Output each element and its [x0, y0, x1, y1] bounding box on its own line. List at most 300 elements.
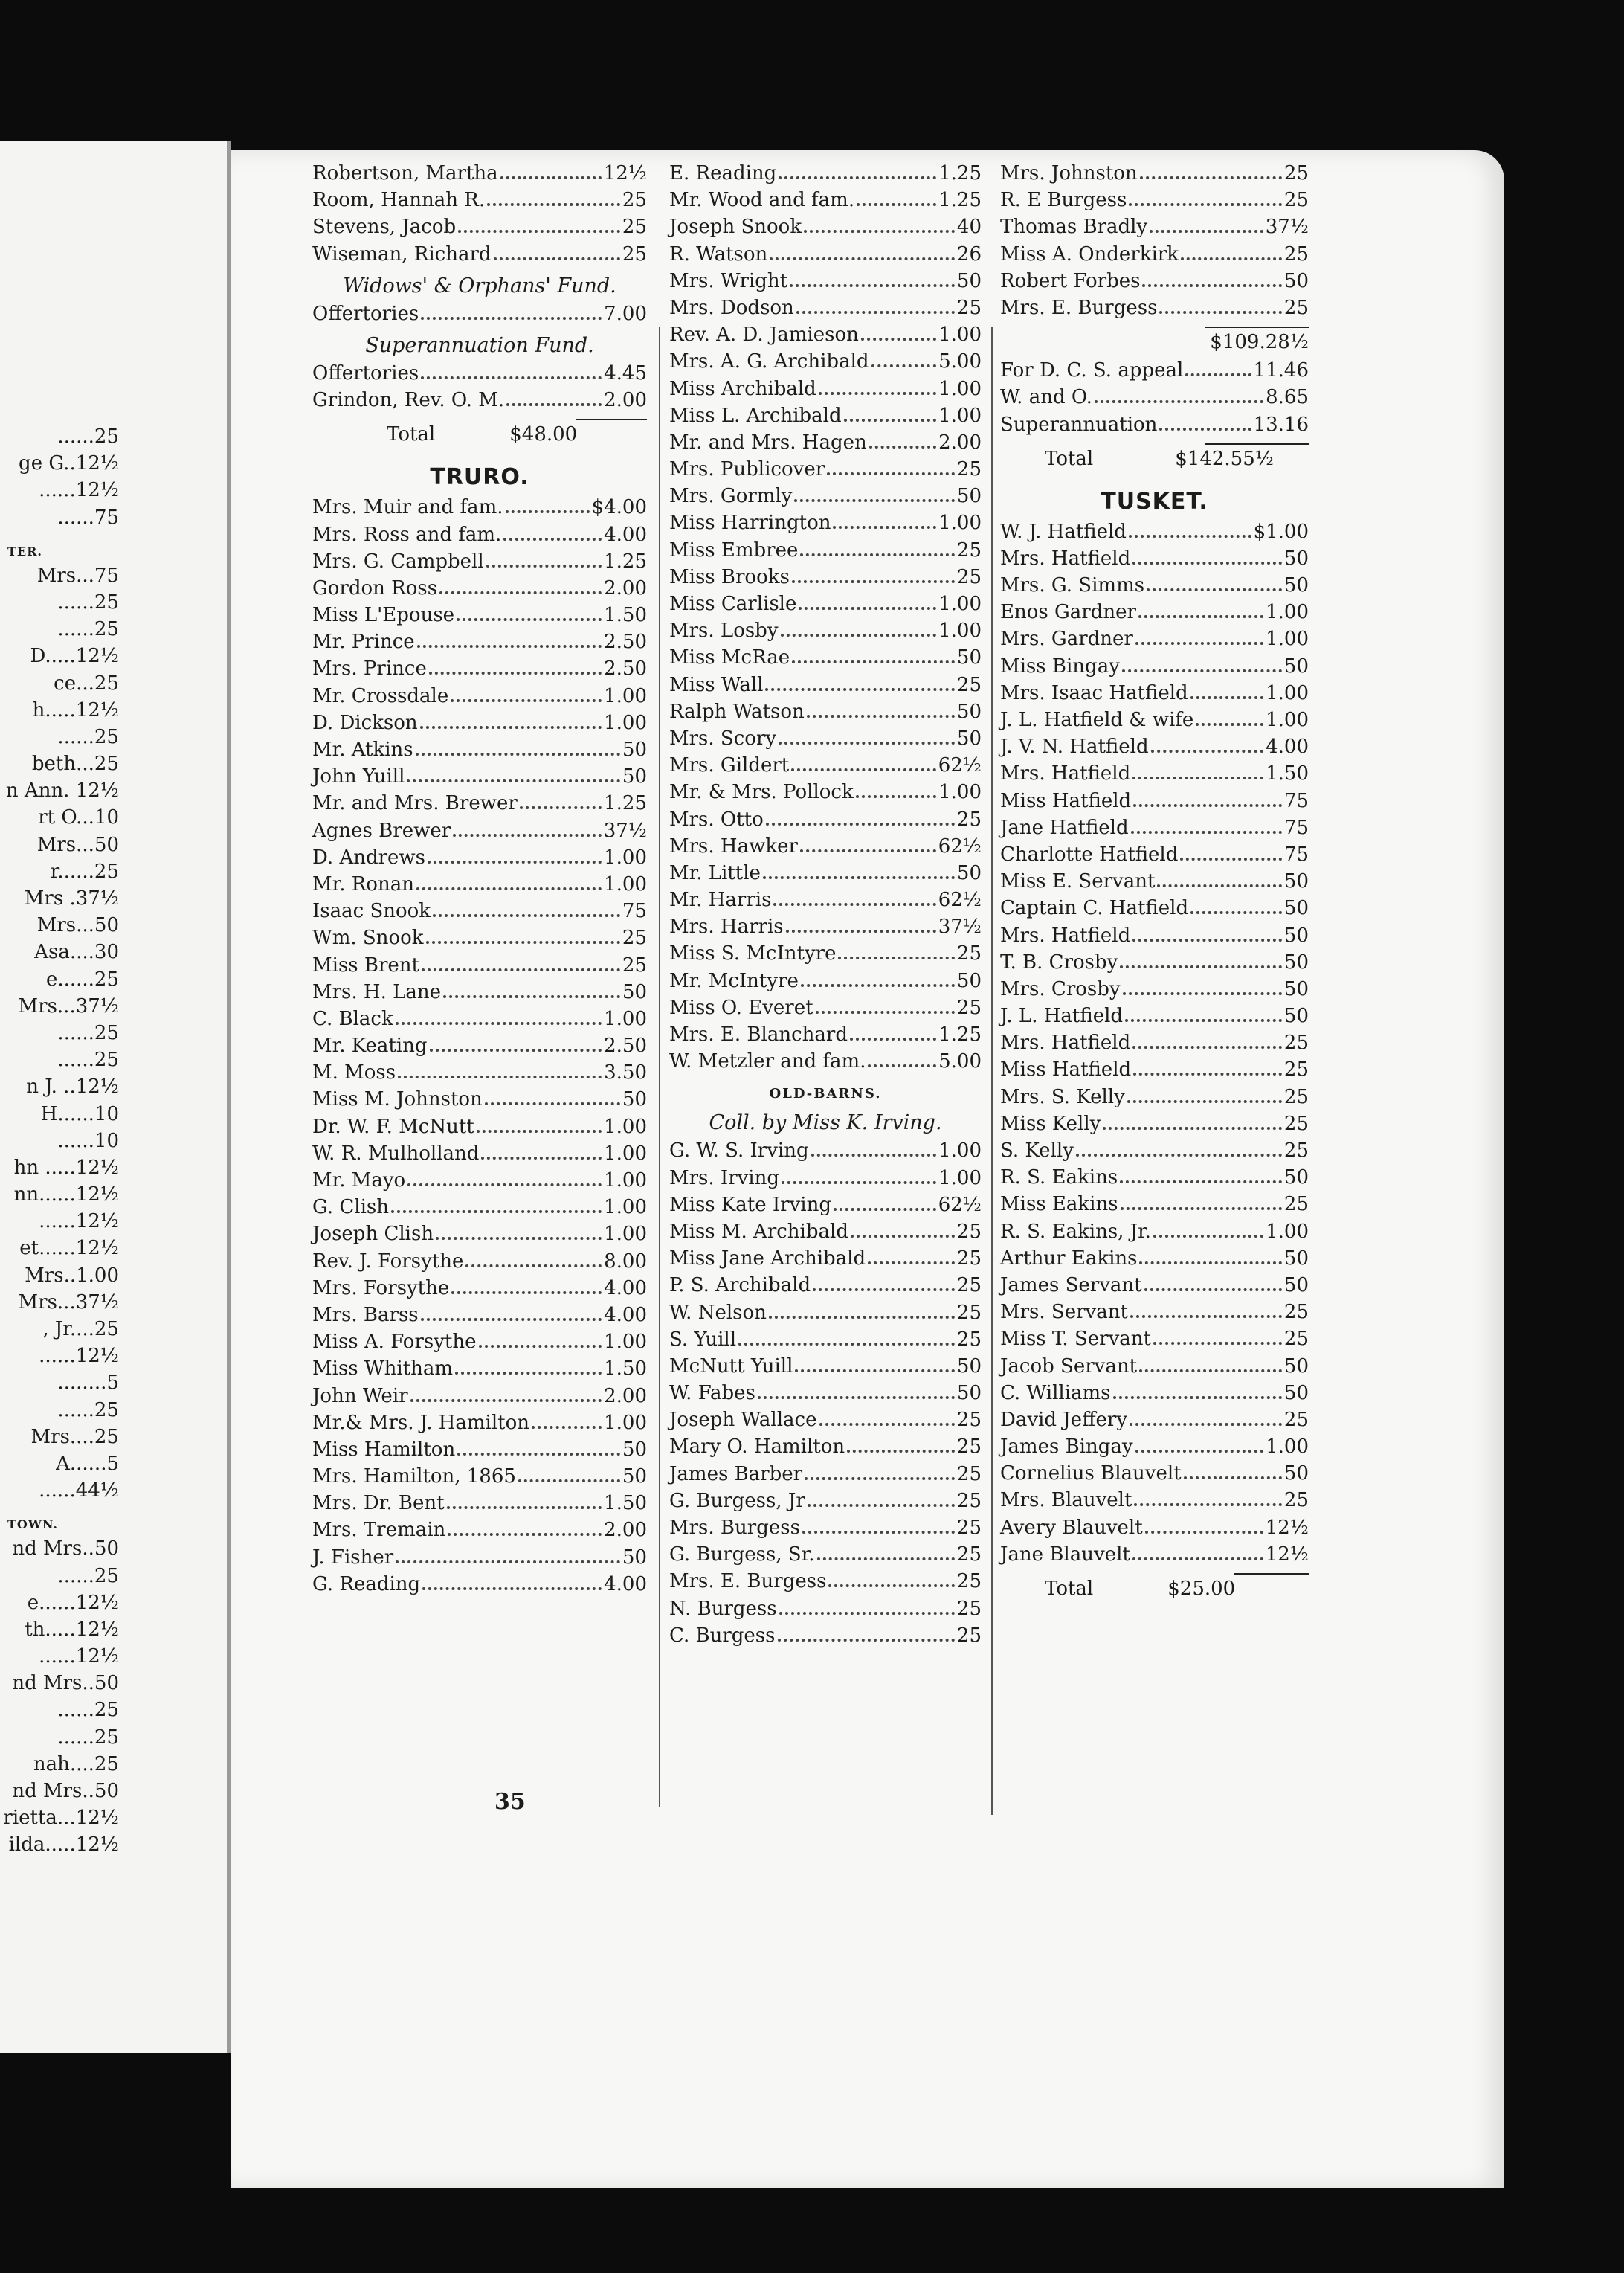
entry-amount: 2.50	[604, 631, 647, 654]
entry-name: Mrs. Hawker	[669, 835, 798, 858]
dot-leader	[417, 637, 602, 648]
entry-name: Miss Brent	[312, 954, 420, 977]
dot-leader	[794, 492, 954, 502]
tusket-total	[1000, 1578, 1309, 1609]
list-item	[669, 1543, 982, 1570]
entry-amount: 50	[956, 485, 982, 508]
dot-leader	[1139, 1362, 1282, 1372]
entry-amount: 50	[1283, 655, 1309, 678]
list-item	[1000, 1462, 1309, 1489]
list-item: rietta...12½	[3, 1807, 119, 1830]
entry-amount: 2.50	[604, 1035, 647, 1058]
entry-name: Mr. Harris	[669, 889, 772, 912]
entry-name: Miss Wall	[669, 673, 764, 696]
dot-leader	[778, 1631, 955, 1642]
list-item	[1000, 386, 1309, 413]
dot-leader	[486, 557, 602, 568]
entry-name: Stevens, Jacob	[312, 216, 457, 239]
entry-amount: 25	[1283, 1328, 1309, 1351]
entry-amount: 4.00	[604, 1303, 647, 1326]
entry-amount: 50	[1283, 1354, 1309, 1377]
dot-leader	[1095, 393, 1263, 403]
entry-amount: 12½	[1265, 1516, 1309, 1539]
list-item: Mrs .37½	[24, 887, 119, 910]
list-item	[669, 942, 982, 969]
entry-name: Mrs. Tremain	[312, 1519, 446, 1542]
entry-name: Mrs. Otto	[669, 808, 764, 831]
entry-amount: 50	[622, 980, 647, 1003]
entry-name: David Jeffery	[1000, 1408, 1128, 1431]
dot-leader	[398, 1068, 602, 1078]
entry-name: Mrs. Irving	[669, 1166, 780, 1189]
section-heading: TOWN.	[7, 1517, 58, 1532]
dot-leader	[1196, 716, 1263, 726]
entry-name: Mrs. G. Campbell	[312, 550, 484, 573]
list-item	[669, 1194, 982, 1221]
entry-name: Mrs. Blauvelt	[1000, 1489, 1132, 1512]
entry-amount: 5.00	[938, 1050, 982, 1073]
list-item	[312, 243, 647, 270]
list-item	[1000, 1301, 1309, 1328]
dot-leader	[1144, 1281, 1282, 1291]
dot-leader	[1153, 1227, 1263, 1238]
entry-name: Ralph Watson	[669, 700, 805, 723]
entry-name: Miss Kate Irving	[669, 1193, 832, 1216]
dot-leader	[792, 573, 955, 583]
entry-name: Mr. and Mrs. Hagen	[669, 431, 867, 454]
list-item	[1000, 1221, 1309, 1247]
list-item	[1000, 162, 1309, 189]
list-item	[312, 927, 647, 954]
dot-leader	[800, 546, 955, 556]
list-item	[669, 216, 982, 242]
list-item	[669, 593, 982, 620]
list-item: nd Mrs..50	[12, 1672, 119, 1695]
collector-heading: Coll. by Miss K. Irving.	[709, 1111, 942, 1135]
entry-name: W. Metzler and fam.	[669, 1050, 866, 1073]
entry-name: W. J. Hatfield	[1000, 520, 1127, 543]
dot-leader	[847, 1442, 955, 1453]
total-value: $25.00	[1167, 1578, 1236, 1600]
entry-amount: 1.00	[604, 1196, 647, 1219]
entry-amount: 75	[1283, 816, 1309, 839]
entry-amount: 25	[622, 216, 647, 239]
entry-amount: 25	[1283, 1301, 1309, 1324]
entry-amount: 1.00	[604, 1142, 647, 1165]
dot-leader	[426, 933, 620, 944]
entry-amount: 25	[1283, 1112, 1309, 1135]
list-item	[669, 1598, 982, 1624]
entry-amount: 1.00	[938, 404, 982, 427]
entry-amount: 50	[622, 1088, 647, 1111]
dot-leader	[1076, 1146, 1282, 1157]
dot-leader	[779, 1604, 955, 1615]
dot-leader	[808, 1496, 955, 1507]
list-item	[1000, 736, 1309, 762]
list-item	[1000, 628, 1309, 655]
sum-rule	[1234, 1573, 1309, 1575]
total-label: Total	[1045, 447, 1094, 470]
dot-leader	[487, 196, 620, 206]
list-item	[312, 1385, 647, 1412]
entry-name: Joseph Wallace	[669, 1409, 817, 1432]
entry-name: J. L. Hatfield	[1000, 1005, 1124, 1028]
entry-amount: 75	[622, 900, 647, 923]
entry-amount: 1.25	[604, 550, 647, 573]
list-item	[1000, 189, 1309, 216]
entry-name: Wm. Snook	[312, 927, 424, 950]
entry-amount: 1.00	[938, 620, 982, 643]
list-item	[312, 1304, 647, 1331]
list-item	[1000, 709, 1309, 736]
list-item	[669, 1409, 982, 1436]
entry-name: Charlotte Hatfield	[1000, 843, 1179, 866]
dot-leader	[391, 1203, 602, 1213]
list-item	[1000, 1517, 1309, 1543]
list-item	[312, 550, 647, 577]
entry-amount: 1.00	[604, 1115, 647, 1138]
widows-orphans-list	[312, 303, 647, 329]
entry-name: Joseph Clish	[312, 1223, 434, 1246]
dot-leader	[465, 1257, 602, 1267]
dot-leader	[429, 664, 602, 675]
list-item	[1000, 547, 1309, 574]
list-item	[669, 1167, 982, 1194]
entry-amount: 62½	[938, 835, 982, 858]
dot-leader	[792, 653, 955, 663]
dot-leader	[773, 896, 935, 906]
dot-leader	[1181, 250, 1282, 260]
entry-amount: 50	[1283, 951, 1309, 974]
entry-name: Jacob Servant	[1000, 1354, 1138, 1377]
dot-leader	[506, 503, 590, 513]
entry-amount: 1.00	[938, 377, 982, 400]
list-item	[669, 1247, 982, 1274]
entry-name: R. E Burgess	[1000, 189, 1127, 212]
dot-leader	[795, 1362, 954, 1372]
entry-name: McNutt Yuill	[669, 1354, 793, 1377]
dot-leader	[868, 1254, 955, 1264]
entry-name: James Barber	[669, 1462, 803, 1485]
entry-amount: 8.65	[1266, 386, 1309, 409]
entry-name: G. Burgess, Jr	[669, 1489, 805, 1512]
list-item: Mrs...50	[36, 914, 119, 937]
list-item	[669, 1302, 982, 1328]
list-item: ......25	[57, 591, 119, 614]
entry-name: W. Nelson	[669, 1301, 767, 1324]
dot-leader	[770, 250, 955, 260]
entry-name: Miss L. Archibald	[669, 404, 842, 427]
list-item	[669, 297, 982, 324]
dot-leader	[833, 518, 936, 529]
list-item	[312, 1573, 647, 1600]
entry-amount: 1.00	[604, 846, 647, 869]
list-item	[1000, 414, 1309, 440]
entry-name: Rev. J. Forsythe	[312, 1250, 464, 1273]
dot-leader	[1153, 1334, 1282, 1345]
list-item	[1000, 574, 1309, 601]
list-item: n Ann. 12½	[5, 779, 119, 803]
entry-amount: 1.00	[604, 684, 647, 707]
dot-leader	[779, 169, 936, 179]
entry-amount: 1.50	[1266, 762, 1309, 785]
dot-leader	[786, 922, 936, 933]
list-item	[312, 1088, 647, 1115]
list-item: e......12½	[27, 1591, 119, 1614]
entry-amount: 5.00	[938, 350, 982, 373]
dot-leader	[1125, 1012, 1282, 1022]
entry-name: Miss L'Epouse	[312, 604, 455, 627]
dot-leader	[1131, 823, 1282, 834]
dot-leader	[1142, 277, 1281, 287]
entry-name: Miss Hamilton	[312, 1438, 456, 1461]
entry-name: R. S. Eakins	[1000, 1166, 1118, 1189]
list-item	[312, 216, 647, 242]
list-item	[312, 954, 647, 981]
list-item	[1000, 1489, 1309, 1516]
list-item	[1000, 1382, 1309, 1409]
entry-name: Mrs. S. Kelly	[1000, 1085, 1125, 1108]
entry-name: Jane Blauvelt	[1000, 1543, 1130, 1566]
entry-name: John Weir	[312, 1384, 408, 1407]
dot-leader	[763, 869, 955, 879]
list-item	[669, 1274, 982, 1301]
old-barns-list	[669, 1139, 982, 1651]
dot-leader	[828, 1577, 954, 1587]
entry-amount: 25	[956, 673, 982, 696]
entry-amount: 12½	[1265, 1543, 1309, 1566]
entry-amount: 1.00	[604, 1331, 647, 1354]
list-item	[1000, 1247, 1309, 1274]
list-item: H......10	[40, 1102, 119, 1125]
entry-amount: 50	[622, 765, 647, 788]
dot-leader	[479, 1337, 602, 1348]
list-item: A......5	[56, 1452, 119, 1475]
entry-amount: $1.00	[1253, 520, 1309, 543]
sum-rule	[1205, 327, 1309, 328]
entry-name: J. Fisher	[312, 1546, 394, 1569]
dot-leader	[420, 718, 602, 729]
entry-name: Mrs. Servant	[1000, 1301, 1128, 1324]
list-item	[312, 1438, 647, 1465]
entry-name: R. Watson	[669, 242, 768, 266]
entry-name: Wiseman, Richard	[312, 242, 492, 266]
list-item	[669, 701, 982, 727]
entry-amount: 1.00	[938, 512, 982, 535]
dot-leader	[1134, 1496, 1281, 1506]
entry-name: W. R. Mulholland	[312, 1142, 480, 1165]
list-item	[312, 1169, 647, 1196]
list-item	[669, 781, 982, 808]
list-item	[669, 916, 982, 942]
list-item	[1000, 682, 1309, 709]
list-item: ......12½	[39, 1645, 119, 1668]
list-item	[312, 1196, 647, 1223]
column-separator	[991, 327, 993, 1815]
dot-leader	[827, 465, 955, 475]
entry-name: Miss Whitham	[312, 1357, 454, 1380]
entry-name: Mrs. Ross and fam.	[312, 523, 502, 546]
list-item	[312, 765, 647, 792]
dot-leader	[518, 1472, 620, 1482]
entry-amount: 50	[1283, 1005, 1309, 1028]
dot-leader	[532, 1418, 602, 1429]
entry-name: C. Burgess	[669, 1624, 776, 1647]
entry-amount: 25	[1283, 242, 1309, 266]
list-item	[669, 1050, 982, 1077]
entry-name: Mr. Ronan	[312, 872, 414, 896]
entry-amount: 1.00	[1266, 601, 1309, 624]
entry-name: Mrs. Wright	[669, 269, 788, 292]
entry-amount: 50	[1283, 1273, 1309, 1296]
entry-amount: 8.00	[604, 1250, 647, 1273]
list-item	[669, 889, 982, 916]
list-item	[312, 524, 647, 550]
list-item	[312, 496, 647, 523]
dot-leader	[838, 949, 954, 959]
entry-amount: 13.16	[1253, 413, 1309, 436]
list-item: Mrs....25	[30, 1425, 119, 1448]
entry-name: Mary O. Hamilton	[669, 1436, 845, 1459]
list-item	[669, 189, 982, 216]
entry-name: Miss McRae	[669, 646, 790, 669]
column-3	[1000, 162, 1309, 1609]
entry-amount: 25	[1283, 1139, 1309, 1162]
entry-amount: 1.00	[938, 1139, 982, 1163]
list-item: Mrs...50	[36, 833, 119, 856]
dot-leader	[1133, 797, 1282, 807]
list-item: ........5	[57, 1372, 119, 1395]
entry-amount: 25	[956, 1543, 982, 1566]
list-item	[312, 739, 647, 765]
dot-leader	[451, 1284, 602, 1294]
entry-name: Mrs. Gildert	[669, 754, 790, 777]
entry-amount: 1.25	[938, 162, 982, 184]
list-item: e......25	[45, 968, 119, 991]
dot-leader	[1122, 662, 1282, 672]
dot-leader	[506, 396, 602, 406]
entry-amount: 2.00	[604, 1519, 647, 1542]
entry-name: James Servant	[1000, 1273, 1142, 1296]
entry-amount: 1.00	[604, 1411, 647, 1434]
entry-name: Mrs. E. Burgess	[1000, 296, 1158, 319]
entry-amount: 25	[956, 1436, 982, 1459]
entry-amount: 50	[1283, 1166, 1309, 1189]
entry-name: Mr. Atkins	[312, 739, 413, 761]
list-item	[312, 1412, 647, 1438]
dot-leader	[428, 853, 602, 864]
entry-name: Mrs. Johnston	[1000, 162, 1138, 184]
column-1-top-list	[312, 162, 647, 270]
entry-name: Miss Embree	[669, 538, 799, 562]
list-item	[312, 577, 647, 604]
list-item	[669, 1490, 982, 1517]
dot-leader	[1120, 1173, 1282, 1183]
list-item	[1000, 870, 1309, 897]
tusket-heading: TUSKET.	[1101, 488, 1208, 515]
dot-leader	[416, 745, 620, 756]
entry-amount: 25	[956, 538, 982, 562]
entry-name: Mrs. Barss	[312, 1303, 419, 1326]
dot-leader	[500, 169, 602, 179]
entry-amount: 50	[956, 269, 982, 292]
entry-name: Joseph Snook	[669, 216, 802, 239]
entry-amount: 25	[1283, 1193, 1309, 1216]
dot-leader	[439, 584, 602, 594]
entry-name: Miss Jane Archibald	[669, 1247, 866, 1270]
dot-leader	[758, 1389, 955, 1399]
list-item: rt O...10	[38, 806, 119, 829]
list-item	[312, 981, 647, 1008]
list-item: h.....12½	[32, 698, 119, 721]
dot-leader	[1185, 366, 1251, 376]
list-item: nn......12½	[13, 1183, 119, 1206]
dot-leader	[430, 1041, 602, 1052]
entry-name: Miss O. Everet	[669, 996, 813, 1019]
entry-name: D. Dickson	[312, 711, 418, 734]
dot-leader	[416, 880, 602, 890]
entry-amount: 26	[956, 242, 982, 266]
list-item	[1000, 925, 1309, 951]
list-item	[669, 162, 982, 189]
dot-leader	[844, 411, 936, 422]
list-item	[669, 485, 982, 512]
total-label: Total	[1045, 1578, 1094, 1600]
dot-leader	[447, 1499, 602, 1509]
list-item: nah....25	[33, 1752, 119, 1775]
list-item	[312, 389, 647, 416]
list-item	[669, 431, 982, 458]
dot-leader	[804, 222, 955, 233]
list-item: ce...25	[54, 672, 119, 695]
list-item	[312, 1519, 647, 1546]
dot-leader	[1127, 1093, 1282, 1103]
entry-amount: 2.00	[604, 576, 647, 599]
dot-leader	[805, 1470, 955, 1480]
dot-leader	[738, 1335, 955, 1346]
entry-name: E. Reading	[669, 162, 777, 184]
entry-name: Rev. A. D. Jamieson	[669, 324, 859, 347]
entry-amount: 12½	[603, 162, 647, 184]
list-item	[669, 405, 982, 431]
entry-amount: 25	[956, 1301, 982, 1324]
entry-name: Isaac Snook	[312, 900, 431, 923]
entry-amount: 2.00	[938, 431, 982, 454]
dot-leader	[781, 626, 937, 637]
dot-leader	[481, 1149, 602, 1160]
entry-amount: 25	[956, 1328, 982, 1351]
dot-leader	[1132, 1038, 1282, 1049]
entry-amount: 25	[956, 1624, 982, 1647]
list-item	[669, 243, 982, 270]
dot-leader	[782, 1174, 936, 1184]
list-item: hn .....12½	[13, 1156, 119, 1179]
list-item	[669, 1221, 982, 1247]
dot-leader	[779, 734, 955, 745]
entry-name: Miss Hatfield	[1000, 789, 1132, 812]
dot-leader	[766, 815, 955, 826]
entry-amount: 2.50	[604, 658, 647, 681]
entry-amount: 11.46	[1253, 359, 1309, 382]
entry-name: S. Yuill	[669, 1328, 737, 1351]
entry-amount: 4.00	[604, 1572, 647, 1595]
list-item	[1000, 243, 1309, 270]
entry-amount: 50	[1283, 1462, 1309, 1485]
entry-amount: 50	[622, 1465, 647, 1488]
list-item	[312, 162, 647, 189]
list-item	[669, 1463, 982, 1490]
list-item	[1000, 1436, 1309, 1462]
